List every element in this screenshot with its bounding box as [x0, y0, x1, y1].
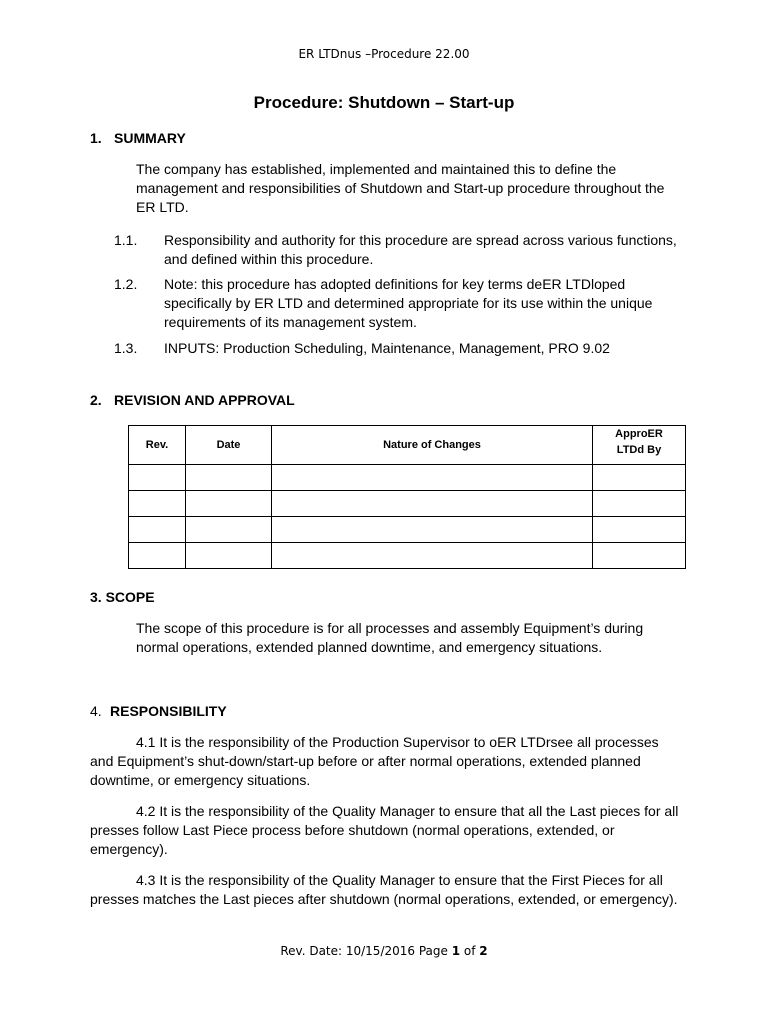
- column-header-approved-by: [593, 426, 686, 465]
- column-header-rev: Rev.: [129, 426, 186, 465]
- table-cell: [593, 491, 686, 517]
- section-scope-heading: 3. SCOPE: [90, 589, 155, 605]
- responsibility-paragraph-4-2: [90, 802, 710, 859]
- page-title: Procedure: Shutdown – Start-up: [253, 93, 515, 112]
- responsibility-paragraph-4-1: [90, 733, 710, 790]
- text-line: Note: this procedure has adopted definitions for key terms deER LTDloped: [164, 276, 626, 292]
- table-header-row: [129, 426, 686, 465]
- text-line: and defined within this procedure.: [164, 251, 374, 267]
- table-cell: [272, 543, 593, 569]
- text-line: management and responsibilities of Shutdown and Start-up procedure throughout the: [136, 180, 665, 196]
- column-header-nature-of-changes: Nature of Changes: [272, 426, 593, 465]
- page-header: ER LTDnus –Procedure 22.00: [298, 47, 470, 61]
- summary-item-1-2: [164, 275, 652, 332]
- item-number: 1.3.: [114, 340, 138, 356]
- text-line: requirements of its management system.: [164, 314, 417, 330]
- text-line: 4.2 It is the responsibility of the Quality Manager to ensure that all the Last pieces for all: [136, 803, 679, 819]
- summary-item-1-1: [164, 231, 677, 269]
- footer-revision-date: Rev. Date: 10/15/2016 Page: [280, 944, 452, 958]
- footer-page-number: 1: [451, 944, 461, 958]
- item-number: 1.1.: [114, 232, 138, 248]
- header-line: ApproER: [615, 428, 663, 440]
- table-row: [129, 465, 686, 491]
- table-row: [129, 543, 686, 569]
- text-line: ER LTD.: [136, 199, 189, 215]
- table-cell: [129, 517, 186, 543]
- text-line: normal operations, extended planned downtime, and emergency situations.: [136, 639, 603, 655]
- summary-item-1-3: [164, 339, 610, 358]
- text-line: INPUTS: Production Scheduling, Maintenance, Management, PRO 9.02: [164, 340, 610, 356]
- section-title: RESPONSIBILITY: [110, 703, 227, 719]
- section-summary-heading: [90, 130, 186, 146]
- table-row: [129, 517, 686, 543]
- revision-table: [128, 425, 686, 569]
- text-line: specifically by ER LTD and determined appropriate for its use within the unique: [164, 295, 653, 311]
- table-cell: [272, 491, 593, 517]
- table-cell: [129, 543, 186, 569]
- page-footer: [0, 944, 768, 958]
- text-line: 4.3 It is the responsibility of the Quality Manager to ensure that the First Pieces for all: [136, 872, 663, 888]
- section-title: SUMMARY: [114, 130, 186, 146]
- section-number: 1.: [90, 130, 102, 146]
- table-cell: [593, 465, 686, 491]
- text-line: 4.1 It is the responsibility of the Production Supervisor to oER LTDrsee all processes: [136, 734, 659, 750]
- section-revision-heading: [90, 392, 295, 408]
- header-line: LTDd By: [616, 444, 662, 456]
- table-cell: [593, 517, 686, 543]
- footer-page-total: 2: [479, 944, 488, 958]
- text-line: Responsibility and authority for this procedure are spread across various functions,: [164, 232, 677, 248]
- item-number: 1.2.: [114, 276, 138, 292]
- text-line: and Equipment’s shut-down/start-up before or after normal operations, extended planned: [90, 753, 641, 769]
- table-cell: [129, 465, 186, 491]
- summary-paragraph: [136, 160, 664, 217]
- table-cell: [129, 491, 186, 517]
- table-cell: [186, 543, 272, 569]
- text-line: emergency).: [90, 841, 168, 857]
- text-line: presses follow Last Piece process before shutdown (normal operations, extended, or: [90, 822, 615, 838]
- text-line: The scope of this procedure is for all processes and assembly Equipment’s during: [136, 620, 644, 636]
- text-line: downtime, or emergency situations.: [90, 772, 311, 788]
- table-cell: [272, 517, 593, 543]
- table-cell: [593, 543, 686, 569]
- table-row: [129, 491, 686, 517]
- text-line: The company has established, implemented and maintained this to define the: [136, 161, 617, 177]
- section-number: 2.: [90, 392, 102, 408]
- scope-paragraph: [136, 619, 643, 657]
- footer-of: of: [460, 944, 480, 958]
- responsibility-paragraph-4-3: [90, 871, 710, 909]
- column-header-date: Date: [186, 426, 272, 465]
- table-cell: [272, 465, 593, 491]
- section-title: REVISION AND APPROVAL: [114, 392, 295, 408]
- table-cell: [186, 517, 272, 543]
- text-line: presses matches the Last pieces after shutdown (normal operations, extended, or emergency).: [90, 891, 678, 907]
- section-responsibility-heading: [90, 703, 227, 719]
- table-cell: [186, 491, 272, 517]
- table-cell: [186, 465, 272, 491]
- section-number: 4.: [90, 703, 102, 719]
